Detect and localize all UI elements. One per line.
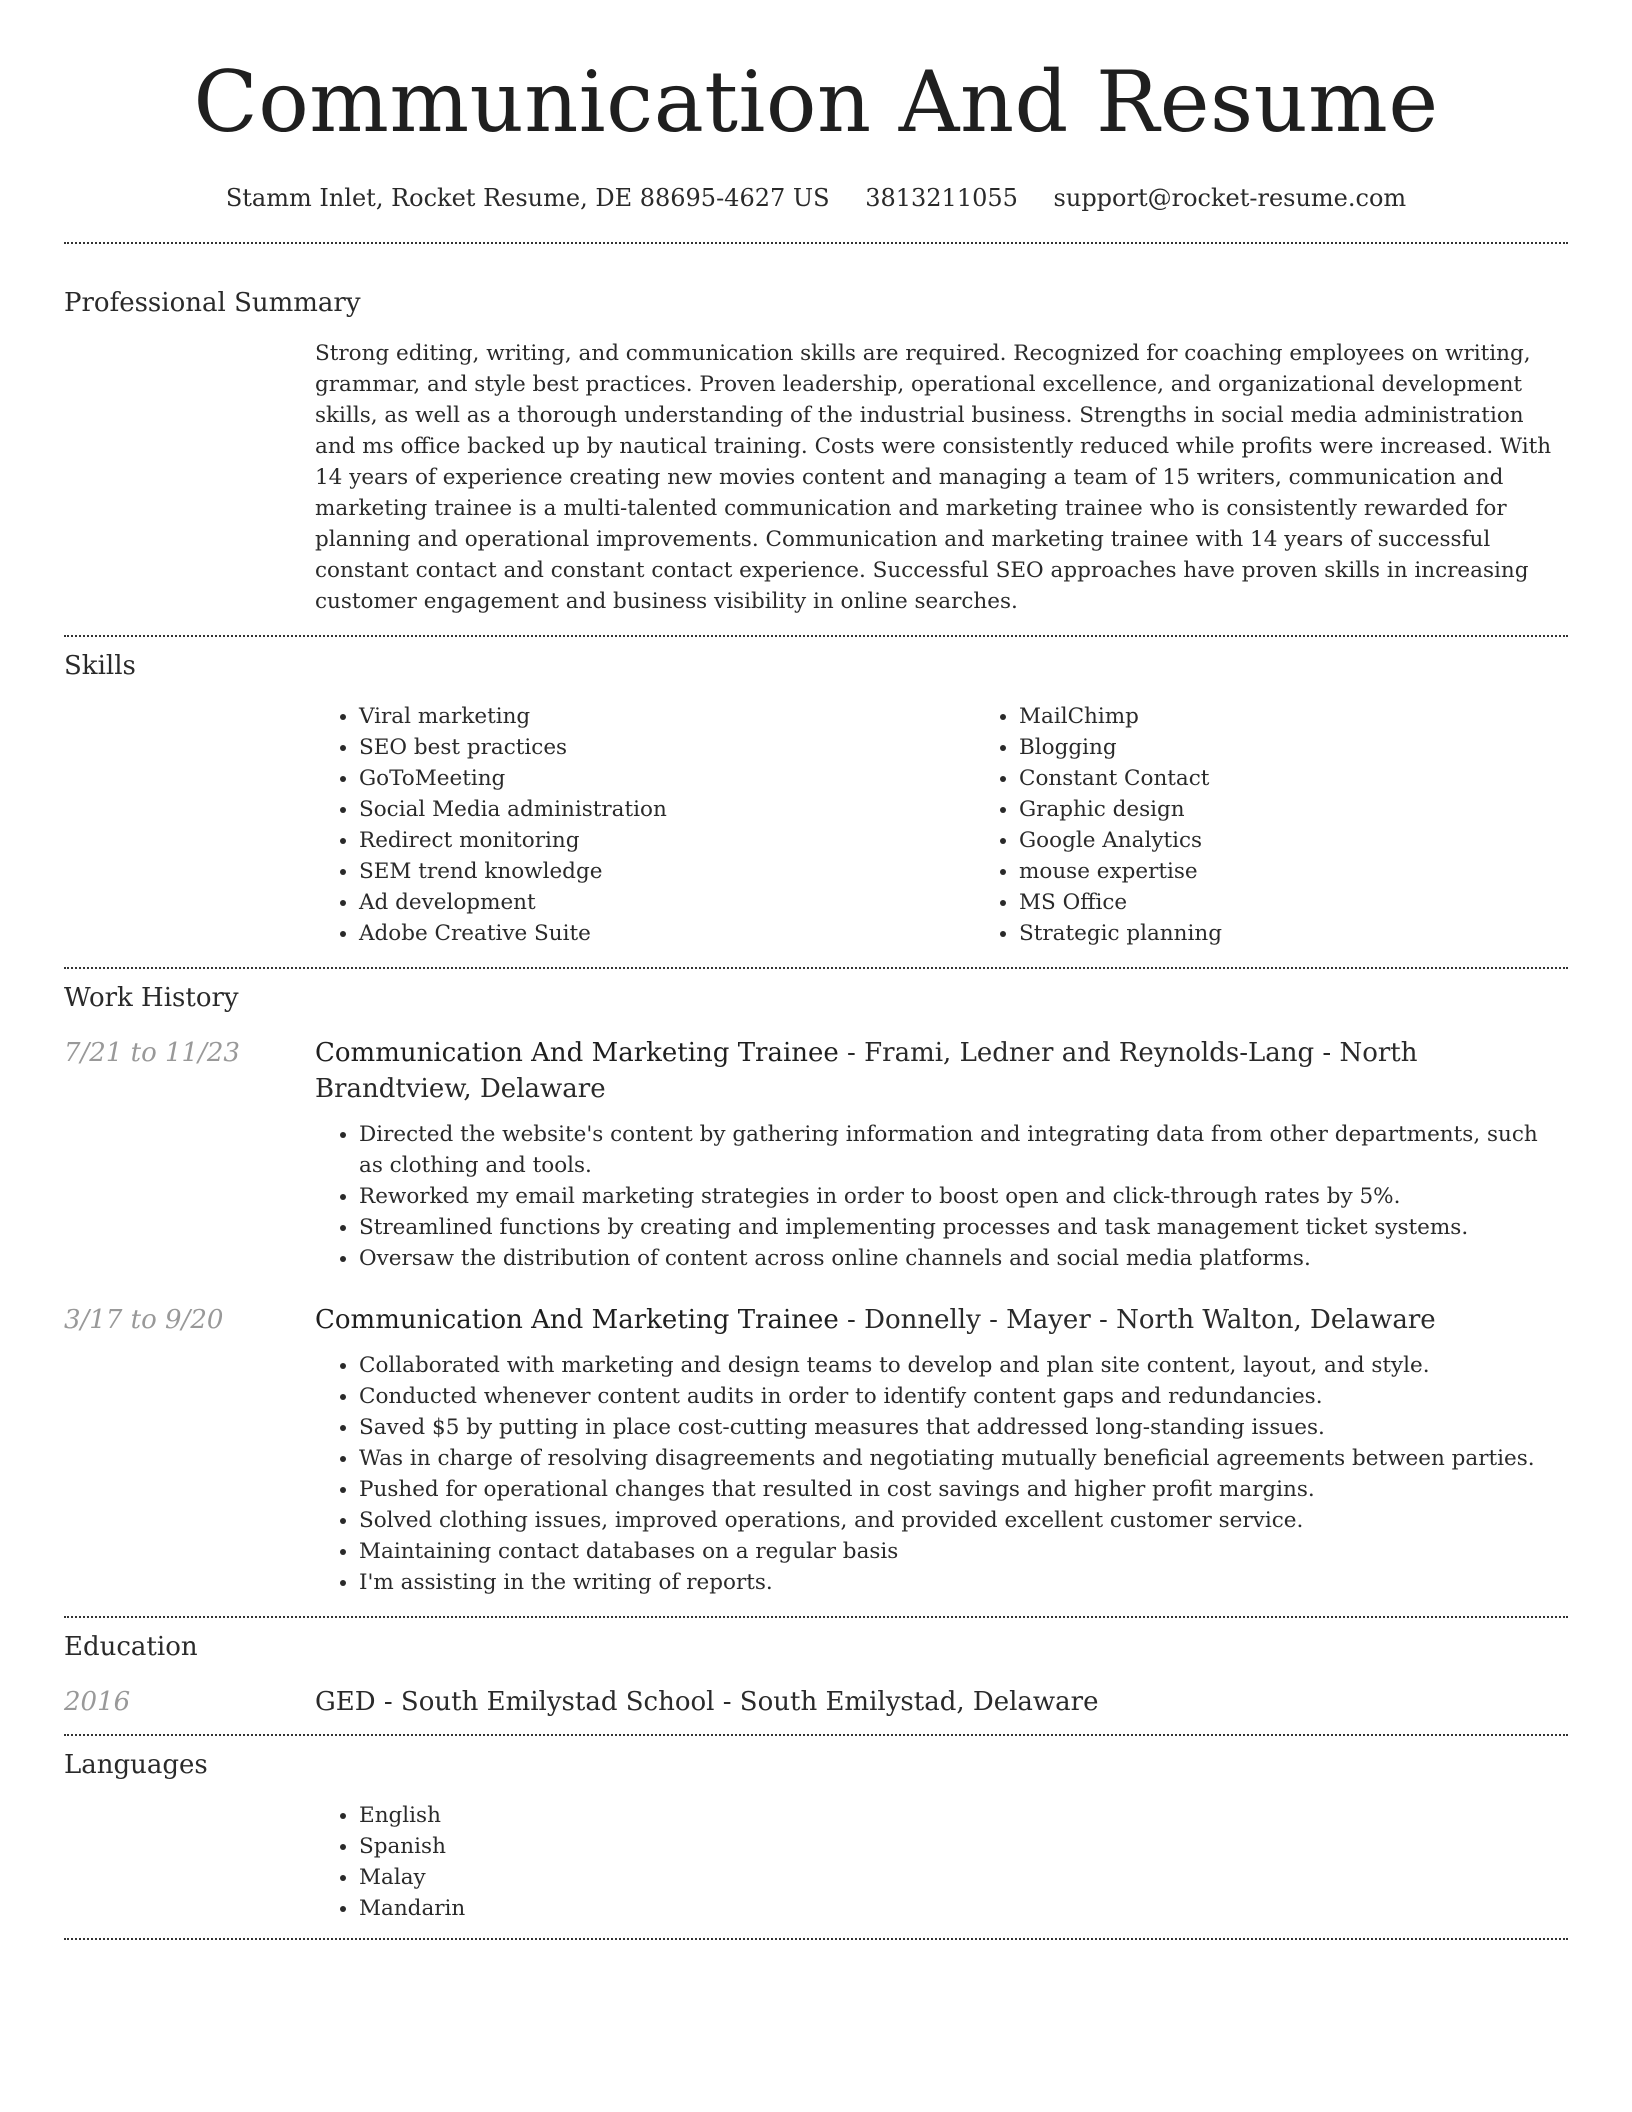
summary-heading: Professional Summary (64, 288, 361, 318)
skill-item: • Graphic design (1019, 794, 1568, 825)
job-bullet: • Directed the website's content by gathering information and integrating data from other departments, such as clothing and tools. (359, 1119, 1568, 1181)
contact-email: support@rocket-resume.com (1053, 184, 1407, 212)
job-entry (64, 1302, 1568, 1598)
job-bullet: • Was in charge of resolving disagreements and negotiating mutually beneficial agreements between parties. (359, 1443, 1568, 1474)
job-entry (64, 1035, 1568, 1274)
skill-item: • mouse expertise (1019, 856, 1568, 887)
job-bullet: • Pushed for operational changes that resulted in cost savings and higher profit margins. (359, 1474, 1568, 1505)
work-history-section (64, 981, 1568, 1598)
languages-heading: Languages (64, 1750, 208, 1780)
skills-list-right (975, 701, 1568, 949)
skill-item: • Redirect monitoring (359, 825, 975, 856)
divider (64, 1734, 1568, 1736)
skill-item: • Ad development (359, 887, 975, 918)
education-detail: GED - South Emilystad School - South Emilystad, Delaware (315, 1687, 1099, 1717)
skill-item: • SEM trend knowledge (359, 856, 975, 887)
skill-item: • Viral marketing (359, 701, 975, 732)
education-heading: Education (64, 1632, 198, 1662)
skills-heading: Skills (64, 651, 136, 681)
job-dates: 7/21 to 11/23 (64, 1038, 240, 1068)
language-item: • Malay (359, 1862, 1568, 1893)
language-item: • Spanish (359, 1831, 1568, 1862)
resume-page (64, 0, 1568, 1940)
education-section (64, 1630, 1568, 1720)
divider (64, 1938, 1568, 1940)
skill-item: • SEO best practices (359, 732, 975, 763)
skill-item: • MS Office (1019, 887, 1568, 918)
contact-address: Stamm Inlet, Rocket Resume, DE 88695-4627 US (225, 184, 830, 212)
divider (64, 967, 1568, 969)
job-dates: 3/17 to 9/20 (64, 1305, 224, 1335)
summary-section (64, 286, 1568, 617)
divider (64, 1616, 1568, 1618)
skill-item: • Google Analytics (1019, 825, 1568, 856)
job-bullet: • Conducted whenever content audits in order to identify content gaps and redundancies. (359, 1381, 1568, 1412)
skill-item: • Adobe Creative Suite (359, 918, 975, 949)
job-bullet: • I'm assisting in the writing of reports. (359, 1567, 1568, 1598)
job-employer: - Frami, Ledner and Reynolds-Lang - North Brandtview, Delaware (315, 1038, 1418, 1104)
job-bullet: • Streamlined functions by creating and implementing processes and task management ticket systems. (359, 1212, 1568, 1243)
summary-text: Strong editing, writing, and communication skills are required. Recognized for coaching employees on writing, grammar, and style best practices. Proven leadership, operational excellence, and organizational development skills, as well as a thorough understanding of the industrial business. Strengths in social media administration and ms office backed up by nautical training. Costs were consistently reduced while profits were increased. With 14 years of experience creating new movies content and managing a team of 15 writers, communication and marketing trainee is a multi-talented communication and marketing trainee who is consistently rewarded for planning and operational improvements. Communication and marketing trainee with 14 years of successful constant contact and constant contact experience. Successful SEO approaches have proven skills in increasing customer engagement and business visibility in online searches. (315, 341, 1552, 614)
work-history-heading: Work History (64, 983, 239, 1013)
education-entry (64, 1684, 1568, 1720)
job-bullet: • Solved clothing issues, improved operations, and provided excellent customer service. (359, 1505, 1568, 1536)
education-year: 2016 (64, 1687, 131, 1717)
candidate-name: Communication And Resume (193, 53, 1439, 151)
job-employer: - Donnelly - Mayer - North Walton, Delaware (838, 1305, 1436, 1335)
contact-line (64, 182, 1568, 214)
skill-item: • Blogging (1019, 732, 1568, 763)
languages-section (64, 1748, 1568, 1924)
divider (64, 242, 1568, 244)
job-title (315, 1035, 1568, 1107)
language-item: • English (359, 1800, 1568, 1831)
skill-item: • Constant Contact (1019, 763, 1568, 794)
job-bullet: • Collaborated with marketing and design teams to develop and plan site content, layout, and style. (359, 1350, 1568, 1381)
contact-phone: 3813211055 (865, 184, 1018, 212)
job-role: Communication And Marketing Trainee (315, 1305, 839, 1335)
skill-item: • MailChimp (1019, 701, 1568, 732)
job-bullets (315, 1350, 1568, 1598)
job-bullet: • Maintaining contact databases on a regular basis (359, 1536, 1568, 1567)
job-title (315, 1302, 1568, 1338)
language-item: • Mandarin (359, 1893, 1568, 1924)
job-bullet: • Saved $5 by putting in place cost-cutting measures that addressed long-standing issues. (359, 1412, 1568, 1443)
languages-list (315, 1800, 1568, 1924)
skill-item: • Strategic planning (1019, 918, 1568, 949)
job-bullet: • Reworked my email marketing strategies in order to boost open and click-through rates by 5%. (359, 1181, 1568, 1212)
divider (64, 635, 1568, 637)
job-bullet: • Oversaw the distribution of content across online channels and social media platforms. (359, 1243, 1568, 1274)
skills-list-left (315, 701, 975, 949)
job-role: Communication And Marketing Trainee (315, 1038, 839, 1068)
skill-item: • GoToMeeting (359, 763, 975, 794)
skill-item: • Social Media administration (359, 794, 975, 825)
job-bullets (315, 1119, 1568, 1274)
skills-section (64, 649, 1568, 949)
